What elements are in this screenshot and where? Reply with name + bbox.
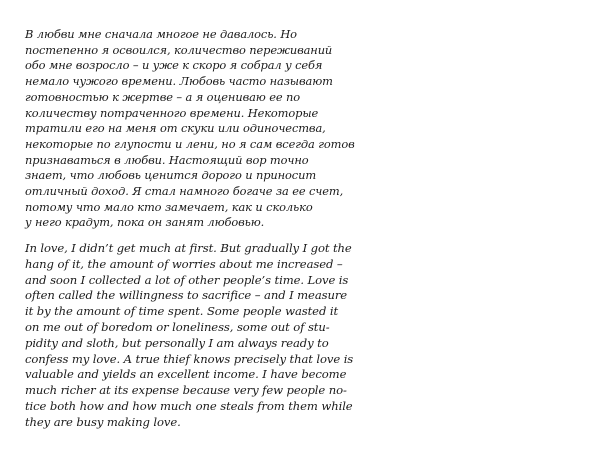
text-line: confess my love. A true thief knows precisely that love is [25,351,354,366]
text-line: отличный доход. Я стал намного богаче за ее счет, [25,184,344,199]
text-line: hang of it, the amount of worries about me increased – [25,256,343,271]
text-line: and soon I collected a lot of other people’s time. Love is [25,272,349,287]
text-line: it by the amount of time spent. Some people wasted it [25,304,339,319]
text-line: pidity and sloth, but personally I am always ready to [25,335,329,350]
text-line: немало чужого времени. Любовь часто называют [25,74,333,89]
text-line: much richer at its expense because very few people no- [25,383,347,398]
text-line: In love, I didn’t get much at first. But gradually I got the [25,241,352,255]
text-line: on me out of boredom or loneliness, some out of stu- [25,319,330,334]
text-line: тратили его на меня от скуки или одиночества, [25,121,326,136]
text-line: признаваться в любви. Настоящий вор точно [25,152,309,167]
english-paragraph [25,241,353,431]
text-line: often called the willingness to sacrifice – and I measure [25,288,348,303]
text-line: потому что мало кто замечает, как и сколько [25,199,313,214]
text-line: постепенно я освоился, количество переживаний [25,42,333,57]
text-line: обо мне возросло – и уже к скоро я собрал у себя [25,58,323,73]
text-line: tice both how and how much one steals from them while [25,398,353,413]
text-line: знает, что любовь ценится дорого и приносит [25,168,317,183]
text-line: готовностью к жертве – а я оцениваю ее по [25,89,301,104]
text-line: they are busy making love. [25,414,181,429]
text-line: количеству потраченного времени. Некоторые [25,105,319,120]
text-line: некоторые по глупости и лени, но я сам всегда готов [25,136,355,151]
text-line: у него крадут, пока он занят любовью. [25,215,265,230]
text-line: В любви мне сначала многое не давалось. Но [25,27,297,41]
russian-paragraph [25,27,355,231]
text-line: valuable and yields an excellent income. I have become [25,367,347,382]
